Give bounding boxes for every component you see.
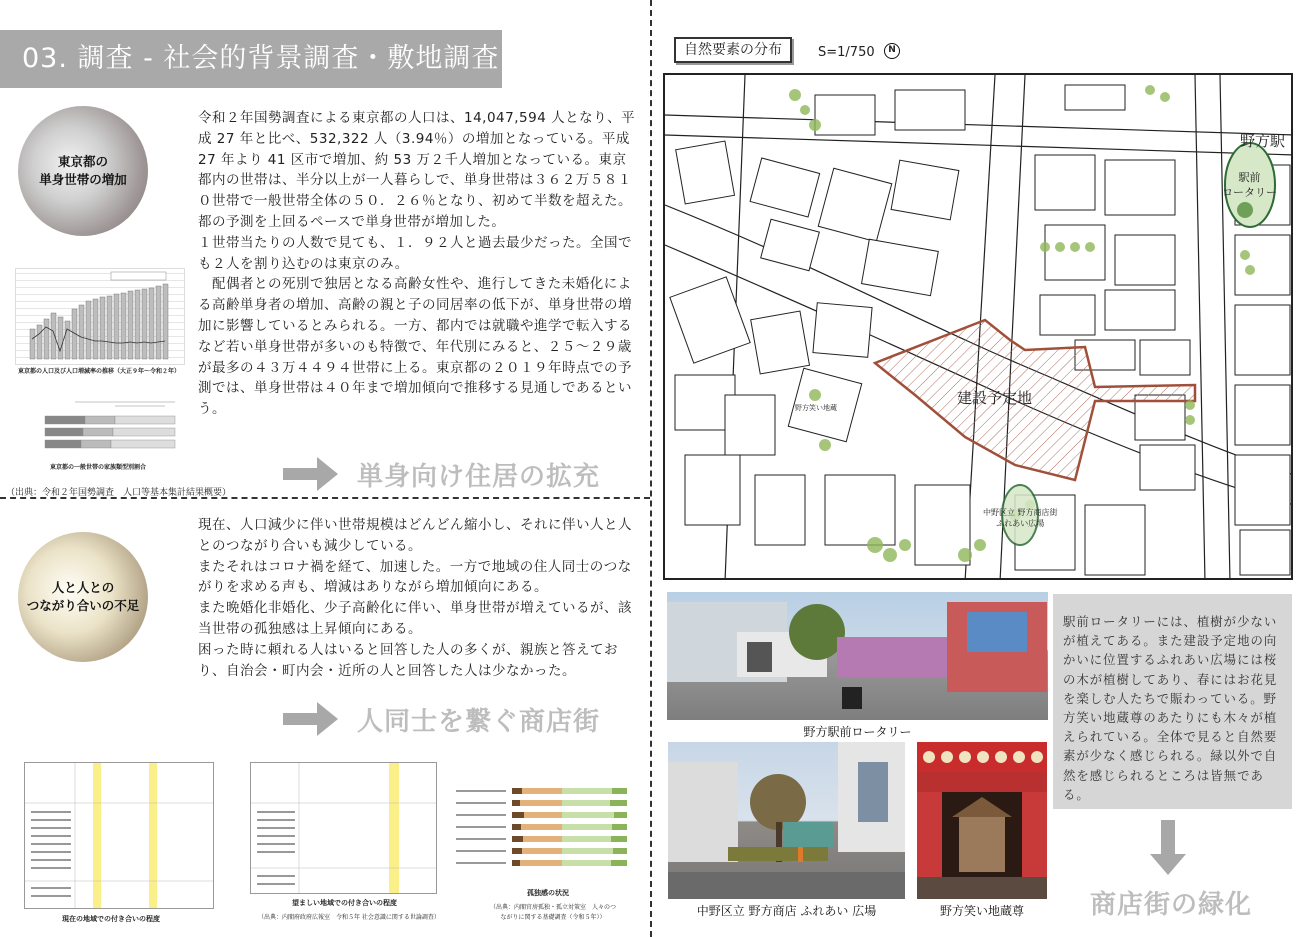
table1-caption: 現在の地域での付き合いの程度: [62, 915, 160, 923]
household-bars-graphic: [15, 398, 183, 454]
vertical-divider: [650, 0, 652, 937]
topic-label: 人と人との つながり合いの不足: [26, 580, 140, 613]
arrow-right-icon: [283, 702, 338, 736]
photo-station-rotary: [667, 592, 1048, 720]
section1-tagline: 単身向け住居の拡充: [357, 462, 601, 492]
jizo-photo-graphic: [917, 742, 1047, 899]
park-photo-graphic: [668, 742, 905, 899]
photo2-caption: 中野区立 野方商店 ふれあい 広場: [696, 904, 877, 918]
station-photo-graphic: [667, 592, 1048, 720]
arrow-right-icon: [283, 457, 338, 491]
section2-tagline: 人同士を繋ぐ商店街: [357, 707, 601, 737]
table-thumbnail-desired: [250, 762, 437, 894]
park-label: 中野区立 野方商店街 ふれあい広場: [983, 508, 1058, 528]
jizo-label: 野方笑い地蔵: [795, 404, 837, 412]
loneliness-bars-graphic: [452, 780, 637, 880]
chart3-caption: 孤独感の状況: [527, 889, 569, 897]
topic-circle-connection: [18, 532, 148, 662]
population-chart-graphic: [16, 269, 184, 364]
population-chart-caption: 東京都の人口及び人口増減率の推移（大正９年～令和２年）: [18, 368, 181, 375]
rotary-label: 駅前 ロータリー: [1222, 171, 1277, 199]
chart3-source: （出典：内閣官房孤独・孤立対策室 人々のつながりに関する基礎調査（令和５年））: [489, 904, 616, 921]
photo-warai-jizo: [917, 742, 1047, 899]
section1-body: 令和２年国勢調査による東京都の人口は、14,047,594 人となり、平成 27 年と比べ、532,322 人（3.94％）の増加となっている。平成 27 年より 41 区市で増加、約 53 万２千人増加となっている。東京都内の世帯は、半分以上が一人暮らしで、単身世帯は３６２万５８１０世帯で一般世帯全体の５０．２６％となり、初めて半数を超えた。都の予測を上回るペースで単身世帯が増加した。 １世帯当たりの人数で見ても、１．９２人と過去最少だった。全国でも２人を割り込むのは東京のみ。 配偶者との死別で独居となる高齢女性や、進行してきた未婚化による高齢単身者の増加、高齢の親と子の同居率の低下が、単身世帯の増加に影響しているとみられる。一方、都内では就職や進学で転入するなど若い単身世帯が多いのも特徴で、年代別にみると、２５～２９歳が最多の４３万４４９４世帯に上る。東京都の２０１９年時点での予測では、単身世帯は４０年まで増加傾向で推移する見通しであるという。: [198, 110, 636, 418]
arrow-down-icon: [1150, 820, 1186, 875]
result-tagline: 商店街の緑化: [1090, 890, 1253, 920]
photo-fureai-park: [668, 742, 905, 899]
section2-body: 現在、人口減少に伴い世帯規模はどんどん縮小し、それに伴い人と人とのつながり合いも減少している。 またそれはコロナ禍を経て、加速した。一方で地域の住人同士のつながりを求める声も、増減はありながら増加傾向にある。 また晩婚化非婚化、少子高齢化に伴い、単身世帯が増えているが、該当世帯の孤独感は上昇傾向にある。 困った時に頼れる人はいると回答した人の多くが、親族と答えており、自治会・町内会・近所の人と回答した人は少なかった。: [198, 517, 632, 679]
map-graphic: [665, 75, 1293, 580]
topic-circle-single-households: [18, 106, 148, 236]
north-arrow-icon: [884, 43, 900, 59]
map-scale: S=1/750: [818, 45, 875, 60]
table-thumbnail-current: [24, 762, 214, 909]
site-map: [663, 73, 1293, 580]
section1-source: （出典：令和２年国勢調査 人口等基本集計結果概要）: [6, 488, 232, 498]
nature-observation-note: 駅前ロータリーには、植樹が少ないが植えてある。また建設予定地の向かいに位置するふれあい広場には桜の木が植樹してあり、春にはお花見を楽しむ人たちで賑わっている。野方笑い地蔵尊のあたりにも木々が植えられている。全体で見ると自然要素が少なく感じられる。緑以外で自然を感じられるところは皆無である。: [1053, 594, 1292, 809]
site-label: 建設予定地: [957, 389, 1033, 407]
photo1-caption: 野方駅前ロータリー: [803, 725, 912, 739]
population-chart-thumbnail: [15, 268, 185, 365]
station-label: 野方駅: [1240, 132, 1286, 150]
table-graphic: [25, 763, 213, 908]
map-title-box: [674, 37, 792, 63]
table-graphic: [251, 763, 436, 893]
household-type-chart-thumbnail: [15, 398, 183, 454]
household-chart-caption: 東京都の一般世帯の家族類型別割合: [50, 464, 147, 471]
loneliness-chart-thumbnail: [452, 780, 637, 880]
topic-label: 東京都の 単身世帯の増加: [39, 154, 127, 187]
page-title: 03. 調査 - 社会的背景調査・敷地調査 -: [0, 30, 502, 88]
table2-caption: 望ましい地域での付き合いの程度: [292, 899, 397, 907]
photo3-caption: 野方笑い地蔵尊: [939, 904, 1024, 918]
table2-source: （出典：内閣府政府広報室 令和５年 社会意識に関する世論調査）: [258, 914, 440, 921]
north-label: N: [888, 45, 896, 55]
map-title: 自然要素の分布: [684, 42, 782, 58]
